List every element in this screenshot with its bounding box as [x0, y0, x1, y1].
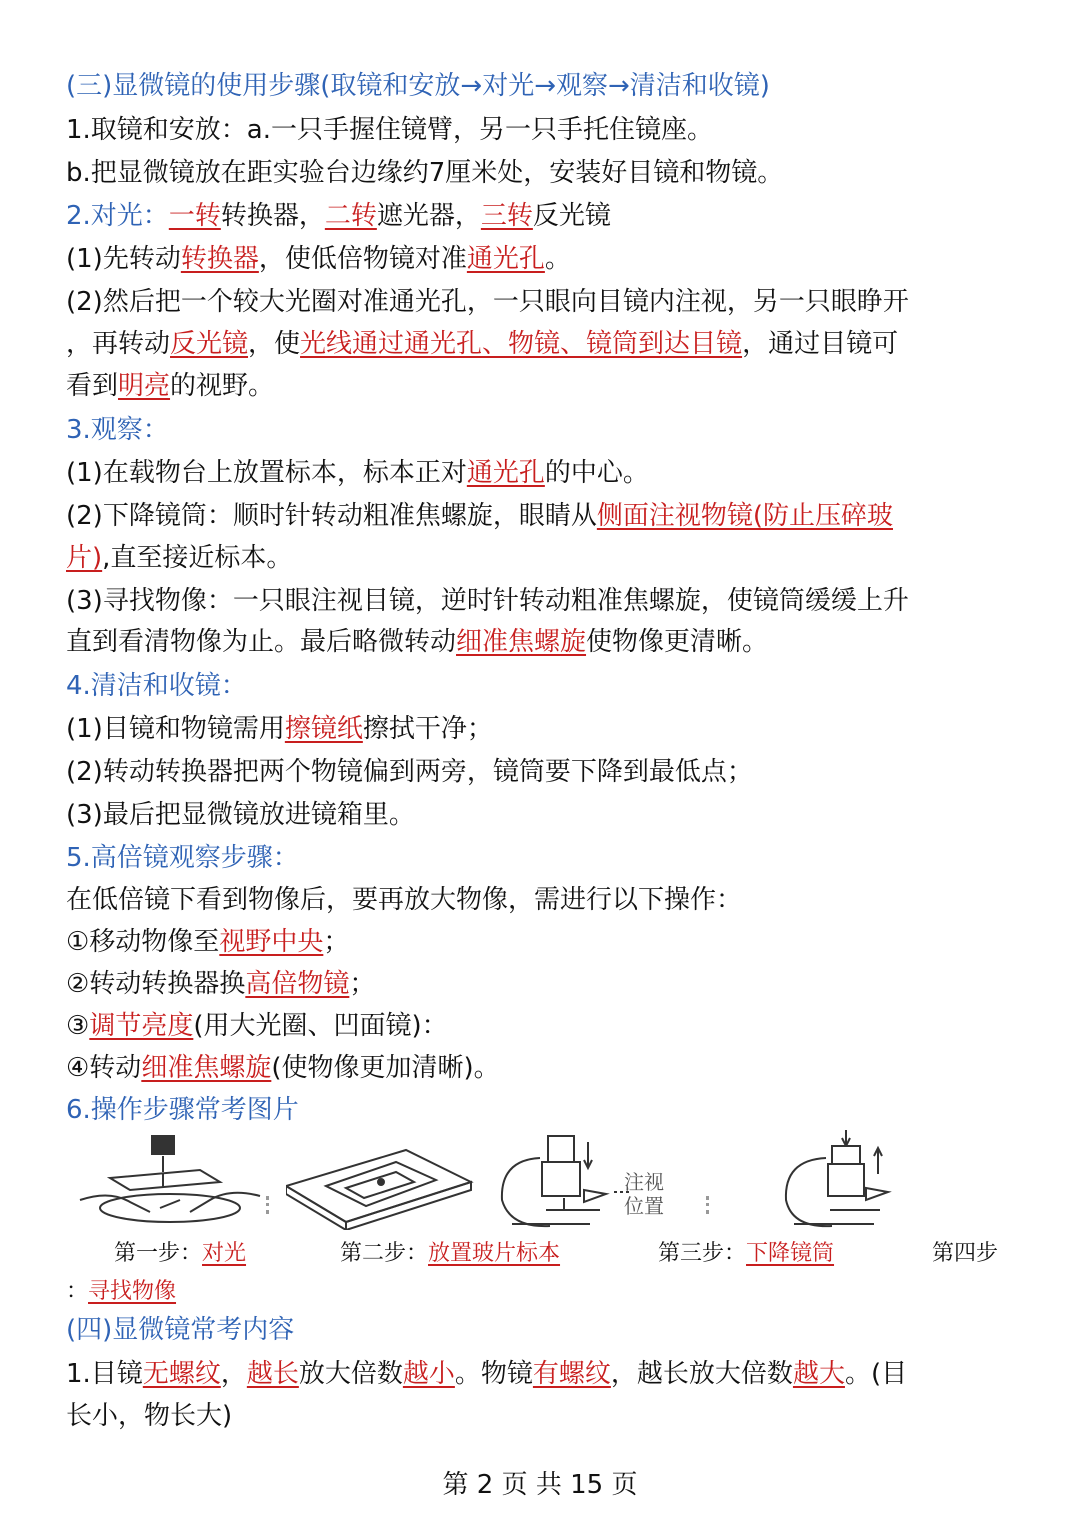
text: ③: [66, 1011, 90, 1041]
answer: 有螺纹: [532, 1359, 611, 1389]
text: 。: [544, 244, 571, 274]
step3-title: 3.观察：: [66, 415, 169, 445]
text: (2)下降镜筒：顺时针转动粗准焦螺旋，眼睛从: [66, 501, 597, 531]
text: 1.目镜: [66, 1359, 143, 1389]
figure-lower-tube: [490, 1130, 720, 1230]
step3-p2-line2: [66, 538, 292, 578]
text: 转换器，: [220, 201, 325, 231]
text: 。物镜: [454, 1359, 533, 1389]
step5-item3: [66, 1006, 448, 1046]
answer: 视野中央: [219, 927, 324, 957]
text: 遮光器，: [376, 201, 481, 231]
section3-heading: (三)显微镜的使用步骤(取镜和安放→对光→观察→清洁和收镜): [66, 71, 770, 101]
text: (1)先转动: [66, 244, 181, 274]
text: 。(目: [844, 1359, 908, 1389]
answer: 反光镜: [170, 329, 249, 359]
step2-title-line: [66, 196, 611, 236]
figure-raise-tube: [770, 1130, 900, 1230]
text: 的中心。: [544, 458, 649, 488]
answer: 高倍物镜: [245, 969, 350, 999]
step4-p3: (3)最后把显微镜放进镜箱里。: [66, 800, 415, 830]
text: (使物像更加清晰)。: [271, 1053, 500, 1083]
step4-title: 4.清洁和收镜：: [66, 671, 247, 701]
step3-p3-line2: [66, 622, 768, 662]
text: ；: [349, 969, 376, 999]
text: 直到看清物像为止。最后略微转动: [66, 627, 457, 657]
answer: 明亮: [118, 371, 171, 401]
text: 反光镜: [532, 201, 611, 231]
text: 擦拭干净；: [362, 714, 493, 744]
text: (1)在载物台上放置标本，标本正对: [66, 458, 467, 488]
caption-prefix: 第二步：: [340, 1241, 429, 1266]
answer: 调节亮度: [89, 1011, 194, 1041]
step5-title: 5.高倍镜观察步骤：: [66, 843, 299, 873]
caption-answer: 寻找物像: [88, 1279, 177, 1304]
step4-p1: [66, 709, 493, 749]
caption-step2: [340, 1238, 560, 1270]
label-weizhi: 位置: [624, 1194, 664, 1218]
section4-p2: 长小，物长大): [66, 1401, 233, 1431]
step1-line1: 1.取镜和安放：a.一只手握住镜臂，另一只手托住镜座。: [66, 115, 714, 145]
objective-icon: [152, 1136, 174, 1154]
figure-place-slide: [286, 1130, 476, 1230]
text: (1)目镜和物镜需用: [66, 714, 285, 744]
text: ①移动物像至: [66, 927, 220, 957]
caption-prefix: 第三步：: [658, 1241, 747, 1266]
text: ,直至接近标本。: [102, 543, 293, 573]
text: ②转动转换器换: [66, 969, 246, 999]
text: 放大倍数: [298, 1359, 403, 1389]
step4-p2: (2)转动转换器把两个物镜偏到两旁，镜筒要下降到最低点；: [66, 757, 753, 787]
caption-step4-prefix: 第四步: [932, 1241, 999, 1266]
section4-p1: [66, 1354, 907, 1394]
step3-p2-line1: [66, 496, 893, 536]
caption-answer: 对光: [202, 1241, 247, 1266]
answer: 越小: [402, 1359, 455, 1389]
page-footer: 第 2 页 共 15 页: [442, 1470, 638, 1500]
text: ，通过目镜可: [742, 329, 899, 359]
step2-p2-line2: [66, 324, 898, 364]
caption-step3: [658, 1238, 834, 1270]
caption-answer: 下降镜筒: [746, 1241, 835, 1266]
text: 看到: [66, 371, 119, 401]
answer: 细准焦螺旋: [141, 1053, 272, 1083]
text: ，越长放大倍数: [610, 1359, 793, 1389]
caption-colon: ：: [66, 1279, 89, 1304]
answer: 细准焦螺旋: [456, 627, 587, 657]
answer: 侧面注视物镜(防止压碎玻: [596, 501, 893, 531]
caption-prefix: 第一步：: [114, 1241, 203, 1266]
step3-p3-line1: (3)寻找物像：一只眼注视目镜，逆时针转动粗准焦螺旋，使镜筒缓缓上升: [66, 586, 909, 616]
divider: [266, 1196, 275, 1214]
answer: 片): [66, 543, 103, 573]
answer: 越长: [246, 1359, 299, 1389]
caption-step1: [114, 1238, 246, 1270]
step5-item4: [66, 1048, 500, 1088]
step6-title: 6.操作步骤常考图片: [66, 1095, 299, 1125]
step2-p1: [66, 239, 571, 279]
section4-heading: (四)显微镜常考内容: [66, 1315, 295, 1345]
answer: 转换器: [180, 244, 259, 274]
text: ，使: [248, 329, 301, 359]
step5-intro: 在低倍镜下看到物像后，要再放大物像，需进行以下操作：: [66, 885, 743, 915]
step1-line2: b.把显微镜放在距实验台边缘约7厘米处，安装好目镜和物镜。: [66, 158, 784, 188]
answer-three-turn: 三转: [480, 201, 533, 231]
label-zhushi: 注视: [624, 1170, 664, 1194]
answer: 无螺纹: [142, 1359, 221, 1389]
answer-two-turn: 二转: [324, 201, 377, 231]
answer: 擦镜纸: [284, 714, 363, 744]
text: 使物像更清晰。: [586, 627, 769, 657]
text: ④转动: [66, 1053, 142, 1083]
text: ，再转动: [66, 329, 171, 359]
step2-p2-line3: [66, 366, 274, 406]
answer: 越大: [792, 1359, 845, 1389]
figure-light-adjust: [70, 1130, 270, 1230]
answer: 通光孔: [466, 244, 545, 274]
step2-p2-line1: (2)然后把一个较大光圈对准通光孔，一只眼向目镜内注视，另一只眼睁开: [66, 287, 909, 317]
answer-one-turn: 一转: [168, 201, 221, 231]
text: (用大光圈、凹面镜)：: [193, 1011, 448, 1041]
step5-item1: [66, 922, 349, 962]
divider: [706, 1196, 715, 1214]
answer: 光线通过通光孔、物镜、镜筒到达目镜: [300, 329, 743, 359]
answer: 通光孔: [466, 458, 545, 488]
step5-item2: [66, 964, 375, 1004]
step3-p1: [66, 453, 649, 493]
text: ，: [220, 1359, 247, 1389]
caption-step4: [66, 1276, 176, 1308]
text: 的视野。: [170, 371, 275, 401]
text: ；: [323, 927, 350, 957]
step2-title: 2.对光：: [66, 201, 169, 231]
caption-answer: 放置玻片标本: [428, 1241, 561, 1266]
text: ，使低倍物镜对准: [258, 244, 467, 274]
